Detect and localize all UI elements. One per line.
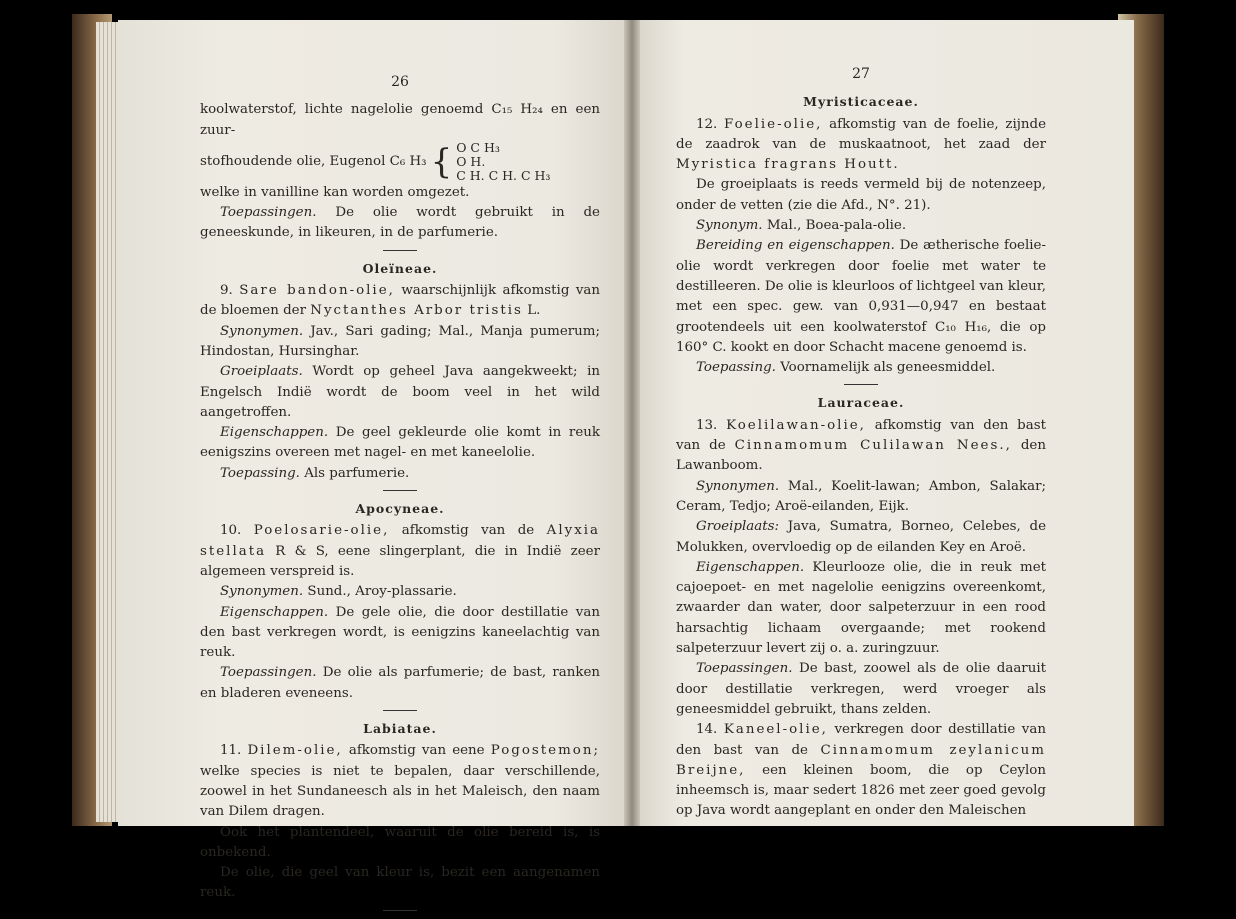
text: L. <box>527 303 541 319</box>
paragraph <box>676 236 1046 358</box>
entry-13 <box>676 416 1046 477</box>
entry-name: Dilem-olie, <box>247 743 343 759</box>
label: Synonym. <box>696 218 763 234</box>
text: Kleurlooze olie, die in reuk met cajoepoet- en met nagelolie eenigzins overeenkomt, zwaarder dan water, door salpeterzuur in een rood harsachtig lichaam overgaande; met rookend salpeterzuur levert zij o. a. zuringzuur. <box>676 559 1047 657</box>
entry-11 <box>200 741 600 822</box>
divider <box>844 384 878 385</box>
text: Als parfumerie. <box>304 465 410 481</box>
right-page-text <box>676 64 1046 822</box>
left-page-text <box>200 72 600 919</box>
species-name: Cinnamomum Culilawan Nees., <box>734 438 1012 454</box>
paragraph <box>200 603 600 664</box>
section-heading: Apocyneae. <box>355 501 445 517</box>
eugenol-formula <box>200 141 600 183</box>
text: Java, Sumatra, Borneo, Celebes, de Molukken, overvloedig op de eilanden Key en Aroë. <box>676 519 1046 555</box>
brace-glyph: { <box>430 141 453 182</box>
entry-number: 12. <box>696 116 718 132</box>
label: Groeiplaats: <box>696 519 779 535</box>
label: Synonymen. <box>696 478 780 494</box>
formula-group: O C H₃ <box>456 139 500 155</box>
text: verkregen door destillatie van den bast van de <box>676 722 1046 758</box>
label: Eigenschappen. <box>696 559 805 575</box>
paragraph <box>200 203 600 244</box>
paragraph <box>200 663 600 704</box>
paragraph <box>200 464 600 484</box>
entry-9 <box>200 281 600 322</box>
label: Toepassingen. <box>696 661 793 677</box>
text: De geel gekleurde olie komt in reuk eenigszins overeen met nagel- en met kaneelolie. <box>200 425 600 461</box>
label: Groeiplaats. <box>220 364 303 380</box>
label: Toepassingen. <box>220 205 317 221</box>
text: afkomstig van eene <box>348 743 485 759</box>
page-number: 27 <box>852 66 870 82</box>
text: Mal., Boea-pala-olie. <box>766 218 907 234</box>
text: welke species is niet te bepalen, daar verschillende, zoowel in het Sundaneesch als in het Maleisch, den naam van Dilem dragen. <box>200 763 600 820</box>
text: den Lawanboom. <box>676 438 1046 474</box>
text-line: koolwaterstof, lichte nagelolie genoemd C₁₅ H₂₄ en een zuur- <box>200 102 600 138</box>
text: De ætherische foelie-olie wordt verkregen door foelie met water te destilleeren. De olie is kleurloos of lichtgeel van kleur, met een spec. gew. van 0,931—0,947 en bestaat grootendeels uit een koolwaterstof C₁₀ H₁₆, die op 160° C. kookt en door Schacht macene genoemd is. <box>676 238 1046 355</box>
text: De bast, zoowel als de olie daaruit door destillatie verkregen, werd vroeger als geneesmiddel gebruikt, thans zelden. <box>676 661 1046 717</box>
entry-name: Koelilawan-olie, <box>726 417 866 433</box>
species-name: Cinnamomum zeylanicum Breijne, <box>676 742 1046 778</box>
entry-number: 13. <box>696 417 718 433</box>
section-heading: Labiatae. <box>363 721 437 737</box>
text: Mal., Koelit-lawan; Ambon, Salakar; Ceram, Tedjo; Aroë-eilanden, Eijk. <box>676 478 1046 514</box>
label: Synonymen. <box>220 323 304 339</box>
formula-lead: stofhoudende olie, Eugenol C₆ H₃ <box>200 153 427 169</box>
formula-group: C H. C H. C H₃ <box>456 167 551 183</box>
text: Voornamelijk als geneesmiddel. <box>780 360 996 376</box>
text: De gele olie, die door destillatie van den bast verkregen wordt, is eenigzins kaneelachtig van reuk. <box>200 604 600 661</box>
text: Sund., Aroy-plassarie. <box>307 584 457 600</box>
text: afkomstig van den bast van de <box>676 417 1046 454</box>
book-gutter <box>624 20 640 826</box>
label: Eigenschappen. <box>220 425 329 441</box>
divider <box>383 250 417 251</box>
entry-number: 10. <box>220 523 242 539</box>
entry-10 <box>200 521 600 582</box>
text: afkomstig van de foelie, zijnde de zaadrok van de muskaatnoot, het zaad der <box>676 116 1047 152</box>
entry-name: Poelosarie-olie, <box>253 523 390 539</box>
section-heading: Myristicaceae. <box>803 94 919 110</box>
text: waarschijnlijk afkomstig van de bloemen der <box>200 283 601 319</box>
entry-name: Kaneel-olie, <box>723 722 828 738</box>
text: R & S, eene slingerplant, die in Indië zeer algemeen verspreid is. <box>200 543 600 579</box>
species-name: Pogostemon; <box>490 743 600 759</box>
paragraph <box>200 582 600 602</box>
entry-12 <box>676 115 1046 176</box>
paragraph: De olie, die geel van kleur is, bezit een aangenamen reuk. <box>200 865 600 901</box>
formula-group: O H. <box>456 153 486 169</box>
text: een kleinen boom, die op Ceylon inheemsch is, maar sedert 1826 met zeer goed gevolg op Java wordt aangeplant en onder den Maleischen <box>676 762 1046 819</box>
text: Wordt op geheel Java aangekweekt; in Engelsch Indië wordt de boom veel in het wild aangetroffen. <box>200 364 600 420</box>
text: De olie wordt gebruikt in de geneeskunde, in likeuren, in de parfumerie. <box>200 205 600 241</box>
label: Synonymen. <box>220 584 304 600</box>
page-number: 26 <box>391 74 409 90</box>
entry-name: Foelie-olie, <box>724 116 823 132</box>
section-heading: Oleïneae. <box>362 260 438 276</box>
paragraph <box>200 362 600 423</box>
entry-number: 11. <box>220 743 242 759</box>
paragraph <box>676 517 1046 558</box>
paragraph: De groeiplaats is reeds vermeld bij de notenzeep, onder de vetten (zie die Afd., N°. 21). <box>676 177 1046 213</box>
paragraph <box>200 322 600 363</box>
text: De olie als parfumerie; de bast, ranken en bladeren eveneens. <box>200 665 600 701</box>
text-line: welke in vanilline kan worden omgezet. <box>200 184 470 200</box>
text: afkomstig van de <box>401 523 535 539</box>
divider <box>383 710 417 711</box>
species-name: Myristica fragrans Houtt. <box>676 157 900 173</box>
label: Toepassingen. <box>220 665 317 681</box>
label: Toepassing. <box>220 465 300 481</box>
paragraph <box>676 659 1046 720</box>
entry-number: 14. <box>696 722 718 738</box>
formula-groups <box>456 141 550 183</box>
label: Eigenschappen. <box>220 604 329 620</box>
text: Jav., Sari gading; Mal., Manja pumerum; Hindostan, Hursinghar. <box>200 323 600 359</box>
divider <box>383 490 417 491</box>
species-name: Nyctanthes Arbor tristis <box>310 303 523 319</box>
paragraph <box>676 358 1046 378</box>
species-name: Alyxia stellata <box>200 523 601 559</box>
entry-number: 9. <box>220 283 233 299</box>
entry-14 <box>676 720 1046 821</box>
section-heading: Lauraceae. <box>817 395 905 411</box>
paragraph <box>676 477 1046 518</box>
entry-name: Sare bandon-olie, <box>239 283 395 299</box>
label: Toepassing. <box>696 360 776 376</box>
paragraph <box>676 558 1046 659</box>
paragraph: Ook het plantendeel, waaruit de olie bereid is, is onbekend. <box>200 824 600 860</box>
label: Bereiding en eigenschappen. <box>696 238 895 254</box>
paragraph <box>200 423 600 464</box>
divider <box>383 910 417 911</box>
paragraph <box>676 216 1046 236</box>
